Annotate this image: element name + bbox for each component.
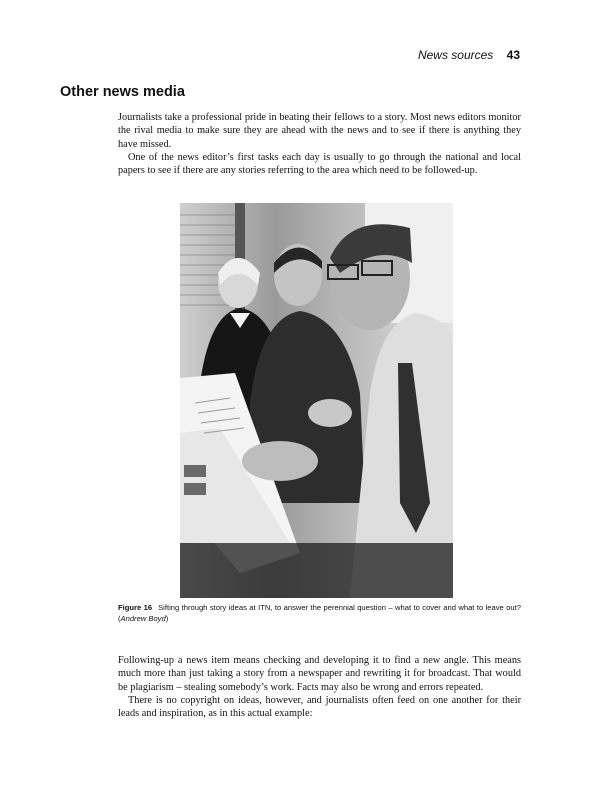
caption-end: ) (165, 613, 169, 623)
photo-credit: Andrew Boyd (120, 613, 166, 623)
figure-caption (118, 603, 521, 624)
page-number: 43 (506, 48, 520, 62)
photo-illustration (180, 203, 453, 598)
section-heading: Other news media (60, 84, 185, 100)
figure-photo (180, 203, 453, 598)
paragraph: One of the news editor’s first tasks each day is usually to go through the national and local papers to see if there are any stories referring to the area which need to be followed-up. (118, 151, 521, 177)
running-head-section: News sources (417, 48, 494, 62)
body-text-bottom (118, 654, 521, 720)
figure-label: Figure 16 (118, 603, 153, 612)
paragraph: Following-up a news item means checking and developing it to find a new angle. This means much more than just taking a story from a newspaper and rewriting it for broadcast. That would be plagiarism – stealing somebody’s work. Facts may also be wrong and errors repeated. (118, 655, 521, 693)
body-text-top (118, 111, 521, 177)
running-head (418, 48, 520, 62)
caption-text: Sifting through story ideas at ITN, to answer the perennial question – what to cover and what to leave out? ( (118, 603, 521, 623)
paragraph: There is no copyright on ideas, however, and journalists often feed on one another for their leads and inspiration, as in this actual example: (118, 694, 521, 720)
paragraph: Journalists take a professional pride in beating their fellows to a story. Most news editors monitor the rival media to make sure they are ahead with the news and to see if there is anything they have missed. (118, 112, 521, 150)
